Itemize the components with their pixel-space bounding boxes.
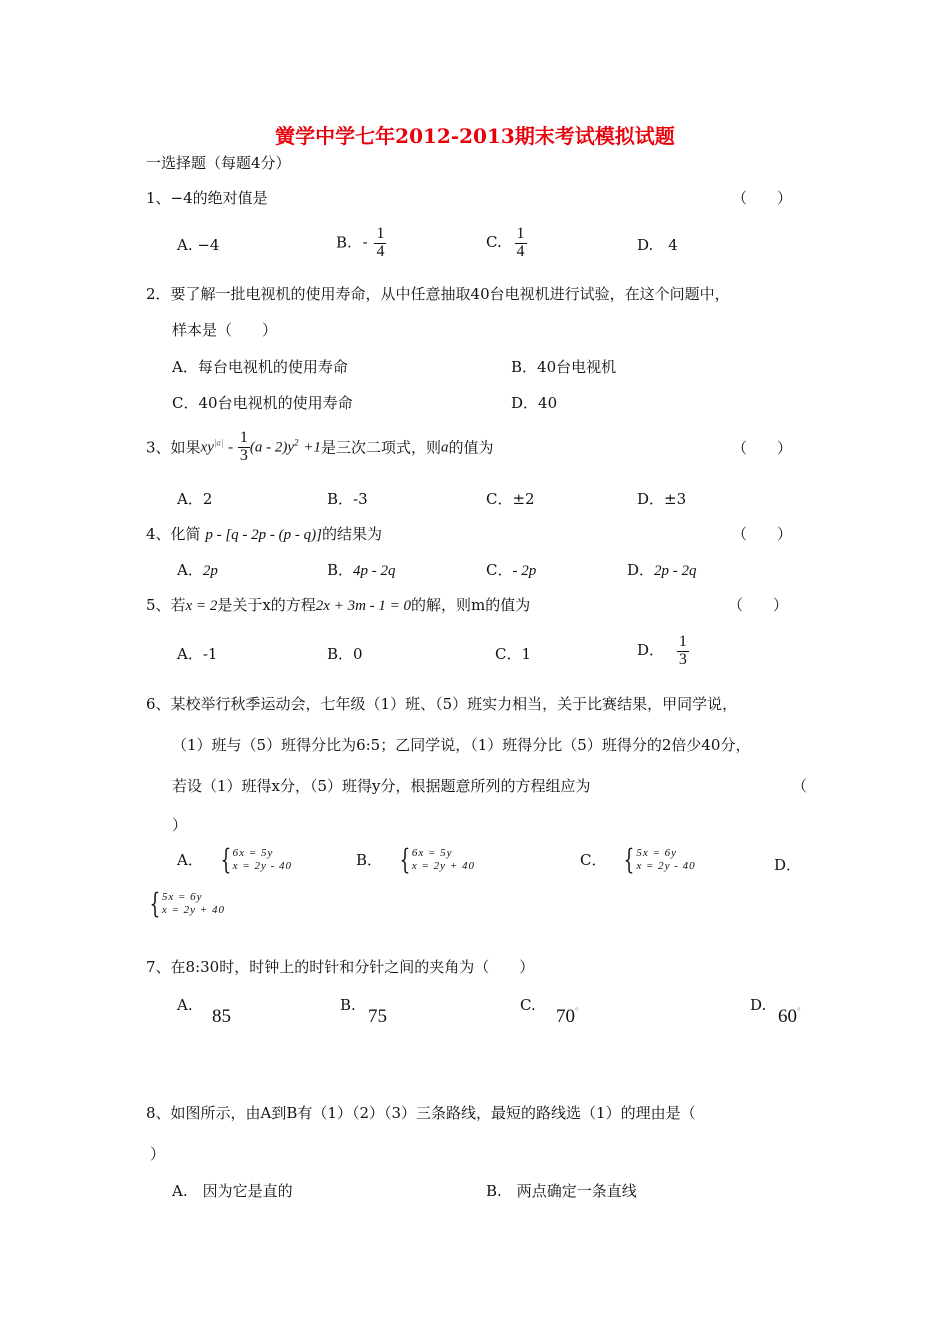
q1-option-a: A. −4: [177, 236, 220, 254]
q6-option-d: [146, 887, 225, 920]
q7-d-value: 60: [778, 1006, 797, 1027]
q8-option-a: A. 因为它是直的: [172, 1182, 293, 1200]
q5-d-label: D．: [637, 641, 665, 660]
q1-option-b: [336, 226, 386, 261]
q6-c-system: [636, 847, 695, 872]
q6-paren-open: （: [792, 777, 808, 795]
q2-stem-line2: 样本是（ ）: [172, 321, 278, 339]
q2-option-c: C．40台电视机的使用寿命: [172, 394, 353, 412]
q5-d-num: 1: [678, 633, 687, 650]
q3-term3: +1: [303, 439, 321, 456]
q7-d-degree: °: [797, 1006, 801, 1016]
q1-c-label: C.: [486, 233, 502, 252]
q1-option-c: [486, 226, 527, 261]
q3-option-b: B．-3: [327, 490, 368, 508]
q3-option-c: C．±2: [486, 490, 535, 508]
q1-option-d: D. 4: [637, 236, 678, 254]
q4-a-label: A．: [177, 561, 203, 579]
q6-d-eq2: x = 2y + 40: [161, 904, 225, 916]
q6-b-eq1: 6x = 5y: [411, 847, 453, 860]
q8-paren-close: ）: [150, 1145, 166, 1163]
q7-option-c: [556, 1006, 579, 1029]
page-title: 黉学中学七年2012-2013期末考试模拟试题: [275, 124, 675, 148]
q6-stem-line1: 6、某校举行秋季运动会，七年级（1）班、（5）班实力相当，关于比赛结果，甲同学说，: [146, 695, 738, 713]
q5-equation: 2x + 3m - 1 = 0: [315, 598, 412, 614]
q6-a-eq2: x = 2y - 40: [232, 860, 293, 872]
q7-option-a: 85: [212, 1006, 231, 1027]
q2-option-a: A．每台电视机的使用寿命: [172, 358, 348, 376]
q4-c-value: - 2p: [512, 563, 537, 579]
q5-condition: x = 2: [185, 598, 218, 614]
q1-stem: 1、−4的绝对值是: [146, 189, 268, 207]
q1-c-den: 4: [516, 242, 525, 260]
q4-option-b: [327, 561, 396, 580]
q6-paren-close: ）: [172, 816, 188, 834]
q5-option-a: A．-1: [177, 645, 218, 663]
q6-b-brace: {: [399, 843, 411, 876]
q7-c-value: 70: [556, 1006, 575, 1027]
q7-a-label: A.: [177, 996, 193, 1014]
q4-b-value: 4p - 2q: [353, 563, 396, 579]
q5-answer-bracket: （ ）: [728, 596, 789, 614]
q4-b-label: B．: [327, 561, 354, 579]
q7-c-degree: °: [575, 1006, 579, 1016]
q1-c-fraction: [515, 226, 527, 261]
q5-d-fraction: [677, 634, 689, 669]
q4-a-value: 2p: [202, 563, 218, 579]
q5-option-b: B．0: [327, 645, 363, 663]
q3-suffix2: 的值为: [448, 438, 494, 457]
q6-option-a: [177, 843, 293, 876]
q1-b-num: 1: [376, 225, 385, 242]
q3-answer-bracket: （ ）: [732, 439, 793, 457]
q1-answer-bracket: （ ）: [732, 189, 793, 207]
q4-option-a: [177, 561, 218, 580]
q6-a-label: A．: [177, 851, 203, 869]
q3-exp1: |a|: [213, 437, 224, 448]
q3-exp2: 2: [294, 437, 299, 448]
q5-stem: [146, 596, 530, 615]
q5-d-den: 3: [678, 650, 687, 668]
q4-option-c: [486, 561, 536, 580]
q6-option-c: [580, 843, 696, 876]
q4-answer-bracket: （ ）: [732, 525, 793, 543]
q3-minus: -: [228, 439, 234, 456]
q6-b-eq2: x = 2y + 40: [411, 860, 475, 872]
q6-c-eq1: 5x = 6y: [636, 847, 677, 860]
q5-mid: 是关于x的方程: [217, 596, 316, 614]
q8-option-b: B. 两点确定一条直线: [486, 1182, 637, 1200]
q6-a-brace: {: [220, 843, 232, 876]
q7-d-label: D.: [750, 996, 767, 1014]
q3-frac-num: 1: [239, 429, 248, 446]
q4-suffix: 的结果为: [321, 525, 382, 543]
q6-a-system: [233, 847, 292, 872]
q3-var: a: [440, 439, 449, 456]
q6-d-eq1: 5x = 6y: [161, 891, 203, 904]
q5-option-d: [637, 634, 689, 669]
q5-prefix: 5、若: [146, 596, 186, 614]
q1-c-num: 1: [516, 225, 525, 242]
q3-prefix: 3、如果: [146, 438, 201, 457]
q6-d-label: D．: [774, 856, 802, 874]
q2-option-d: D．40: [511, 394, 558, 412]
q4-option-d: [627, 561, 697, 580]
q3-suffix: 是三次二项式，则: [320, 438, 441, 457]
q2-stem-line1: 2．要了解一批电视机的使用寿命，从中任意抽取40台电视机进行试验，在这个问题中，: [146, 285, 730, 303]
q5-suffix: 的解，则m的值为: [411, 596, 531, 614]
q4-d-label: D．: [627, 561, 655, 579]
q4-stem: [146, 525, 382, 544]
q4-c-label: C．: [486, 561, 513, 579]
q6-c-brace: {: [624, 843, 635, 876]
q1-b-den: 4: [376, 242, 385, 260]
q3-option-d: D．±3: [637, 490, 687, 508]
section-heading: 一选择题（每题4分）: [146, 154, 291, 172]
q1-b-label: B.: [336, 233, 352, 252]
q3-option-a: A．2: [177, 490, 213, 508]
q4-expression: p - [q - 2p - (p - q)]: [205, 527, 322, 543]
q1-b-fraction: [374, 226, 386, 261]
q6-stem-line3: 若设（1）班得x分，（5）班得y分，根据题意所列的方程组应为: [172, 777, 591, 795]
q6-d-brace: {: [149, 887, 161, 920]
q6-option-b: [356, 843, 475, 876]
q6-c-label: C．: [580, 851, 607, 869]
q3-frac-den: 3: [239, 446, 248, 464]
q5-option-c: C．1: [495, 645, 532, 663]
q7-stem: 7、在8:30时，时钟上的时针和分针之间的夹角为（ ）: [146, 958, 535, 976]
q3-term2: (a - 2)y: [249, 439, 295, 456]
q3-fraction: [238, 430, 250, 465]
q7-b-label: B.: [340, 996, 356, 1014]
q6-stem-line2: （1）班与（5）班得分比为6:5；乙同学说，（1）班得分比（5）班得分的2倍少40分，: [172, 736, 751, 754]
q6-d-system: [162, 891, 225, 916]
q6-b-label: B．: [356, 851, 383, 869]
q6-c-eq2: x = 2y - 40: [636, 860, 696, 872]
q4-prefix: 4、化简: [146, 525, 201, 543]
q7-option-d: [778, 1006, 801, 1029]
q7-option-b: 75: [368, 1006, 387, 1027]
q6-b-system: [412, 847, 475, 872]
q1-b-sign: -: [362, 233, 368, 252]
q8-stem: 8、如图所示，由A到B有（1）（2）（3）三条路线，最短的路线选（1）的理由是（: [146, 1104, 696, 1122]
q4-d-value: 2p - 2q: [654, 563, 697, 579]
q3-stem: [146, 430, 493, 465]
q2-option-b: B．40台电视机: [511, 358, 617, 376]
q7-c-label: C.: [520, 996, 536, 1014]
q3-term1: xy: [200, 439, 214, 456]
q6-a-eq1: 6x = 5y: [232, 847, 274, 860]
